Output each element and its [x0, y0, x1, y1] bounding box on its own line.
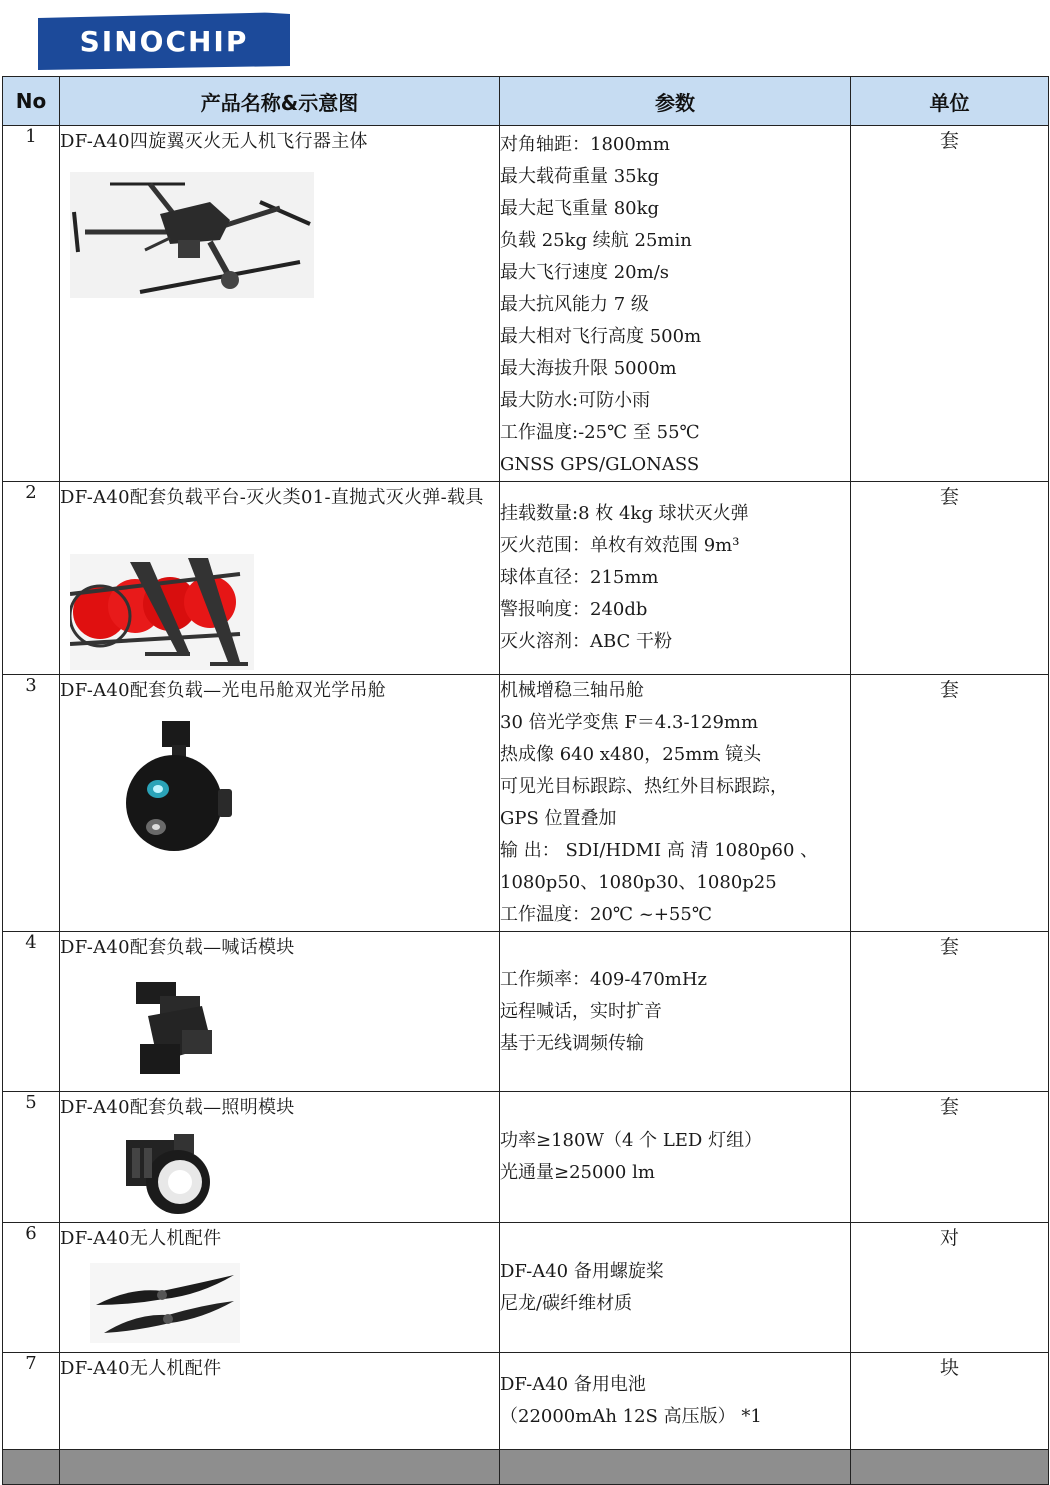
- params-cell: [500, 1092, 851, 1223]
- params-list: [500, 1369, 850, 1433]
- param-item: 警报响度：240db: [500, 599, 648, 620]
- param-item: GPS 位置叠加: [500, 808, 617, 829]
- param-item: 最大载荷重量 35kg: [500, 166, 660, 187]
- param-item: 挂载数量:8 枚 4kg 球状灭火弹: [500, 503, 749, 524]
- param-item: 工作频率：409-470mHz: [500, 968, 708, 990]
- param-item: 灭火溶剂：ABC 干粉: [500, 631, 673, 652]
- product-name: DF-A40四旋翼灭火无人机飞行器主体: [60, 131, 368, 152]
- param-item: 对角轴距：1800mm: [500, 134, 670, 155]
- header-unit: 单位: [851, 77, 1049, 126]
- params-list: [500, 1125, 850, 1189]
- param-item: 工作温度:-25℃ 至 55℃: [500, 422, 700, 443]
- footer-cell: [851, 1450, 1049, 1485]
- product-name-cell: [60, 1092, 500, 1223]
- unit-cell: 套: [851, 126, 1049, 482]
- product-name-cell: [60, 482, 500, 675]
- param-item: 最大海拔升限 5000m: [500, 358, 677, 379]
- product-name-cell: [60, 1223, 500, 1353]
- table-row: [3, 1353, 1049, 1450]
- product-name-cell: [60, 675, 500, 932]
- params-list: [500, 126, 850, 481]
- product-name: DF-A40配套负载平台-灭火类01-直抛式灭火弹-载具: [60, 487, 484, 508]
- product-name: DF-A40配套负载—喊话模块: [60, 937, 295, 958]
- params-cell: [500, 675, 851, 932]
- params-cell: [500, 932, 851, 1092]
- sinochip-logo: [38, 8, 290, 72]
- param-item: DF-A40 备用螺旋桨: [500, 1260, 664, 1282]
- table-row: [3, 482, 1049, 675]
- param-item: 最大相对飞行高度 500m: [500, 326, 702, 347]
- header-name: 产品名称&示意图: [60, 77, 500, 126]
- table-row: [3, 932, 1049, 1092]
- param-item: 灭火范围：单枚有效范围 9m³: [500, 535, 740, 556]
- param-item: 热成像 640 x480，25mm 镜头: [500, 744, 762, 765]
- param-item: 最大抗风能力 7 级: [500, 294, 649, 315]
- params-list: [500, 964, 850, 1060]
- table-footer-row: [3, 1450, 1049, 1485]
- params-cell: [500, 1223, 851, 1353]
- param-item: 功率≥180W（4 个 LED 灯组）: [500, 1130, 763, 1151]
- param-item: 基于无线调频传输: [500, 1032, 644, 1054]
- params-cell: [500, 126, 851, 482]
- params-list: [500, 1256, 850, 1320]
- product-name-cell: [60, 932, 500, 1092]
- params-list: [500, 675, 850, 931]
- param-item: （22000mAh 12S 高压版） *1: [500, 1406, 762, 1427]
- fire-extinguisher-rack-image: [70, 554, 254, 674]
- unit-cell: 对: [851, 1223, 1049, 1353]
- footer-cell: [500, 1450, 851, 1485]
- unit-cell: 块: [851, 1353, 1049, 1450]
- product-name: DF-A40无人机配件: [60, 1358, 222, 1379]
- unit-cell: 套: [851, 675, 1049, 932]
- param-item: 最大起飞重量 80kg: [500, 198, 660, 219]
- param-item: 机械增稳三轴吊舱: [500, 680, 644, 701]
- unit-cell: 套: [851, 1092, 1049, 1223]
- unit-cell: 套: [851, 482, 1049, 675]
- param-item: GNSS GPS/GLONASS: [500, 454, 700, 475]
- gimbal-camera-image: [122, 719, 242, 863]
- product-name: DF-A40配套负载—光电吊舱双光学吊舱: [60, 680, 387, 701]
- param-item: 远程喊话，实时扩音: [500, 1000, 662, 1022]
- footer-cell: [60, 1450, 500, 1485]
- row-number: 2: [3, 482, 60, 675]
- product-spec-table: [2, 76, 1049, 1485]
- header-params: 参数: [500, 77, 851, 126]
- unit-cell: 套: [851, 932, 1049, 1092]
- propeller-image: [90, 1263, 240, 1347]
- params-cell: [500, 1353, 851, 1450]
- table-row: [3, 1223, 1049, 1353]
- logo-text: SINOCHIP: [79, 25, 249, 58]
- product-name: DF-A40配套负载—照明模块: [60, 1097, 295, 1118]
- row-number: 3: [3, 675, 60, 932]
- param-item: 可见光目标跟踪、热红外目标跟踪，: [500, 776, 788, 797]
- product-name-cell: [60, 1353, 500, 1450]
- param-item: 最大飞行速度 20m/s: [500, 262, 669, 283]
- param-item: 负载 25kg 续航 25min: [500, 230, 692, 251]
- table-row: [3, 675, 1049, 932]
- param-item: DF-A40 备用电池: [500, 1374, 646, 1395]
- row-number: 1: [3, 126, 60, 482]
- param-item: 输 出： SDI/HDMI 高 清 1080p60 、: [500, 840, 819, 861]
- param-item: 1080p50、1080p30、1080p25: [500, 872, 777, 893]
- product-name: DF-A40无人机配件: [60, 1228, 222, 1249]
- params-list: [500, 498, 850, 658]
- table-row: [3, 1092, 1049, 1223]
- row-number: 7: [3, 1353, 60, 1450]
- param-item: 球体直径：215mm: [500, 567, 659, 588]
- param-item: 30 倍光学变焦 F＝4.3-129mm: [500, 712, 759, 733]
- param-item: 工作温度：20℃ ~+55℃: [500, 904, 712, 925]
- drone-image: [70, 172, 314, 302]
- footer-cell: [3, 1450, 60, 1485]
- param-item: 尼龙/碳纤维材质: [500, 1292, 633, 1314]
- table-row: [3, 126, 1049, 482]
- row-number: 5: [3, 1092, 60, 1223]
- header-no: No: [3, 77, 60, 126]
- param-item: 最大防水:可防小雨: [500, 390, 651, 411]
- param-item: 光通量≥25000 lm: [500, 1162, 655, 1183]
- light-module-image: [122, 1130, 218, 1222]
- table-header-row: [3, 77, 1049, 126]
- product-name-cell: [60, 126, 500, 482]
- params-cell: [500, 482, 851, 675]
- speaker-module-image: [130, 976, 220, 1084]
- row-number: 6: [3, 1223, 60, 1353]
- row-number: 4: [3, 932, 60, 1092]
